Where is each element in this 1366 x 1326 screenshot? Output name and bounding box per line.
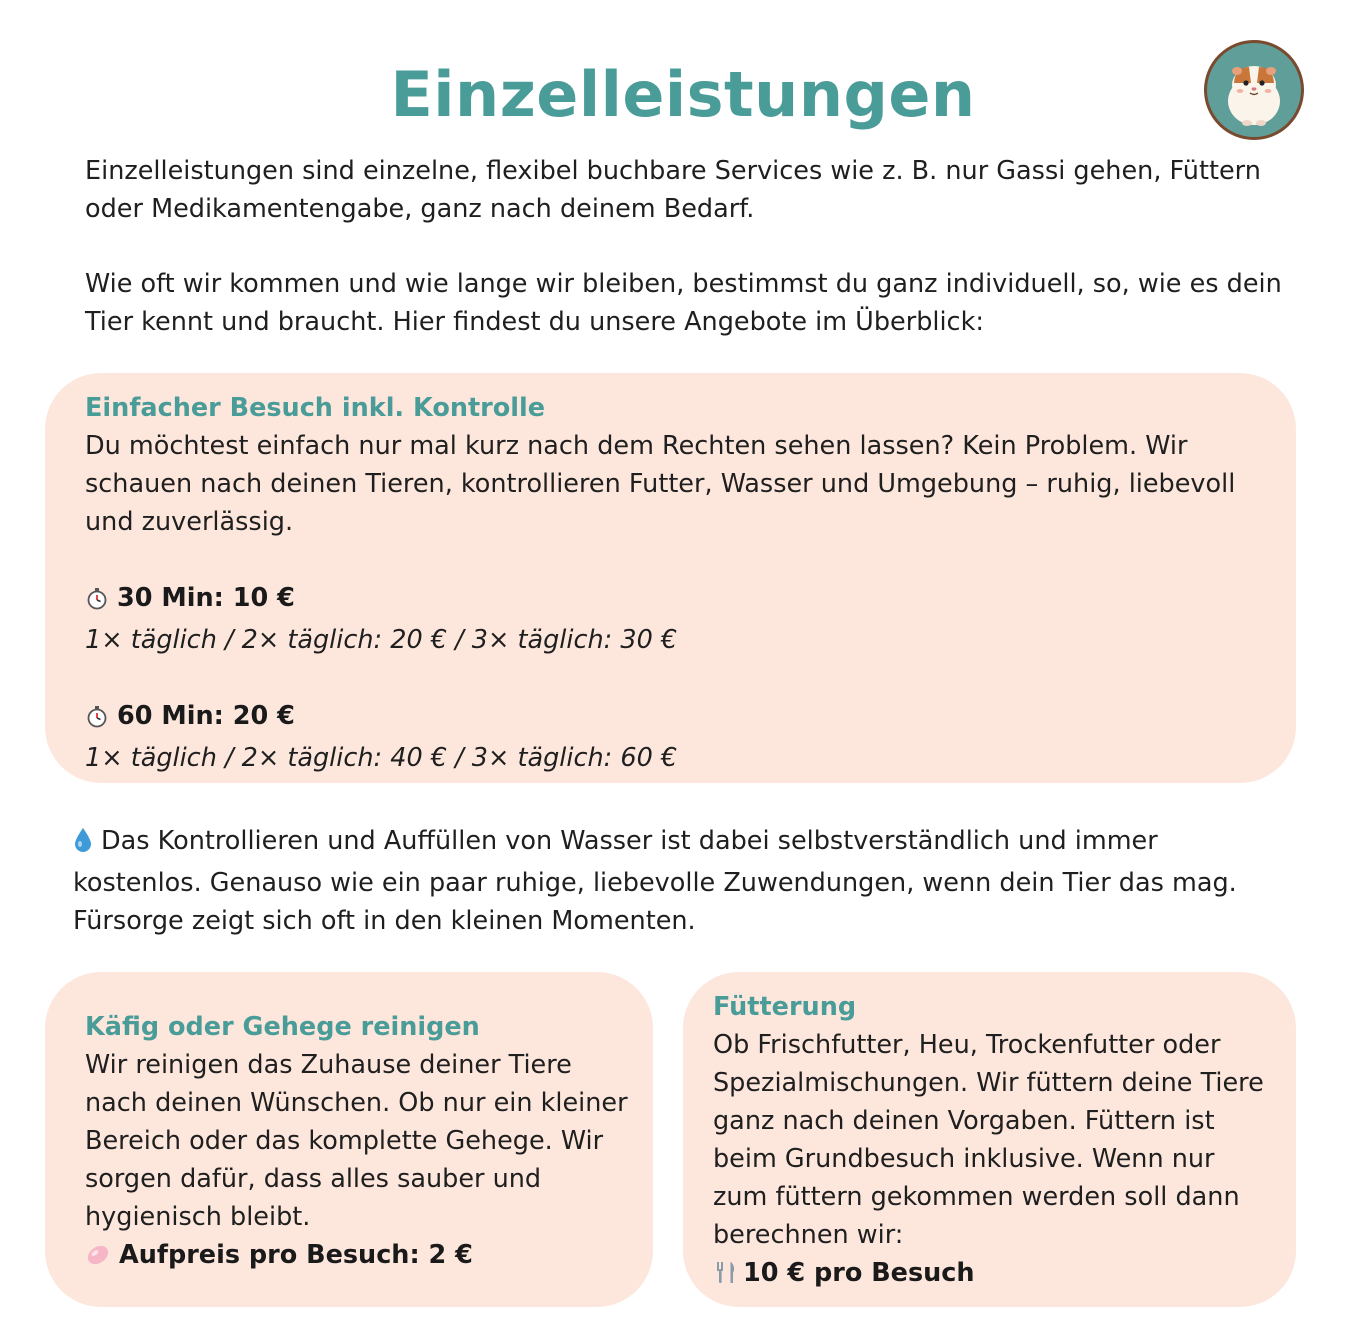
water-drop-icon: [73, 826, 93, 864]
stopwatch-icon: [85, 701, 109, 739]
intro-paragraph-2: Wie oft wir kommen und wie lange wir bleiben, bestimmst du ganz individuell, so, wie es dein Tier kennt und braucht. Hier findest du unsere Angebote im Überblick:: [85, 269, 1282, 337]
cleaning-card-text: Wir reinigen das Zuhause deiner Tiere nach deinen Wünschen. Ob nur ein kleiner Bereich oder das komplette Gehege. Wir sorgen dafür, dass alles sauber und hygienisch bleibt.: [85, 1050, 628, 1232]
visit-card: [45, 373, 1296, 783]
cleaning-price: [85, 1236, 629, 1278]
fork-knife-icon: [713, 1258, 739, 1296]
water-note-text: Das Kontrollieren und Auffüllen von Wasser ist dabei selbstverständlich und immer kostenlos. Genauso wie ein paar ruhige, liebevolle Zuwendungen, wenn dein Tier das mag. Fürsorge zeigt sich oft in den kleinen Momenten.: [73, 826, 1237, 936]
cleaning-price-label: Aufpreis pro Besuch: 2 €: [119, 1240, 473, 1270]
water-note: [73, 822, 1293, 940]
feeding-card: [683, 972, 1296, 1307]
visit-option-60-label: 60 Min: 20 €: [117, 701, 295, 731]
intro-paragraph-1: Einzelleistungen sind einzelne, flexibel buchbare Services wie z. B. nur Gassi gehen, Füttern oder Medikamentengabe, ganz nach deinem Bedarf.: [85, 156, 1261, 224]
cleaning-card-title: Käfig oder Gehege reinigen: [85, 1012, 480, 1042]
visit-card-text: Du möchtest einfach nur mal kurz nach dem Rechten sehen lassen? Kein Problem. Wir schauen nach deinen Tieren, kontrollieren Futter, Wasser und Umgebung – ruhig, liebevoll und zuverlässig.: [85, 431, 1236, 537]
page-title: Einzelleistungen: [390, 58, 976, 131]
guinea-pig-icon: [1207, 43, 1301, 137]
guinea-pig-logo: [1204, 40, 1304, 140]
visit-option-30-label: 30 Min: 10 €: [117, 583, 295, 613]
visit-option-60-sub: 1× täglich / 2× täglich: 40 € / 3× täglich: 60 €: [85, 743, 678, 773]
soap-icon: [85, 1240, 111, 1278]
visit-option-30-sub: 1× täglich / 2× täglich: 20 € / 3× täglich: 30 €: [85, 625, 678, 655]
cleaning-card: [45, 972, 653, 1307]
feeding-price: [713, 1254, 1272, 1296]
feeding-price-label: 10 € pro Besuch: [743, 1258, 975, 1288]
stopwatch-icon: [85, 583, 109, 621]
visit-option-30-head: [85, 579, 1266, 621]
visit-option-60-head: [85, 697, 1266, 739]
feeding-card-text: Ob Frischfutter, Heu, Trockenfutter oder Spezialmischungen. Wir füttern deine Tiere ganz nach deinen Vorgaben. Füttern ist beim Grundbesuch inklusive. Wenn nur zum füttern gekommen werden soll dann berechnen wir:: [713, 1030, 1264, 1250]
visit-card-title: Einfacher Besuch inkl. Kontrolle: [85, 393, 546, 423]
feeding-card-title: Fütterung: [713, 992, 857, 1022]
